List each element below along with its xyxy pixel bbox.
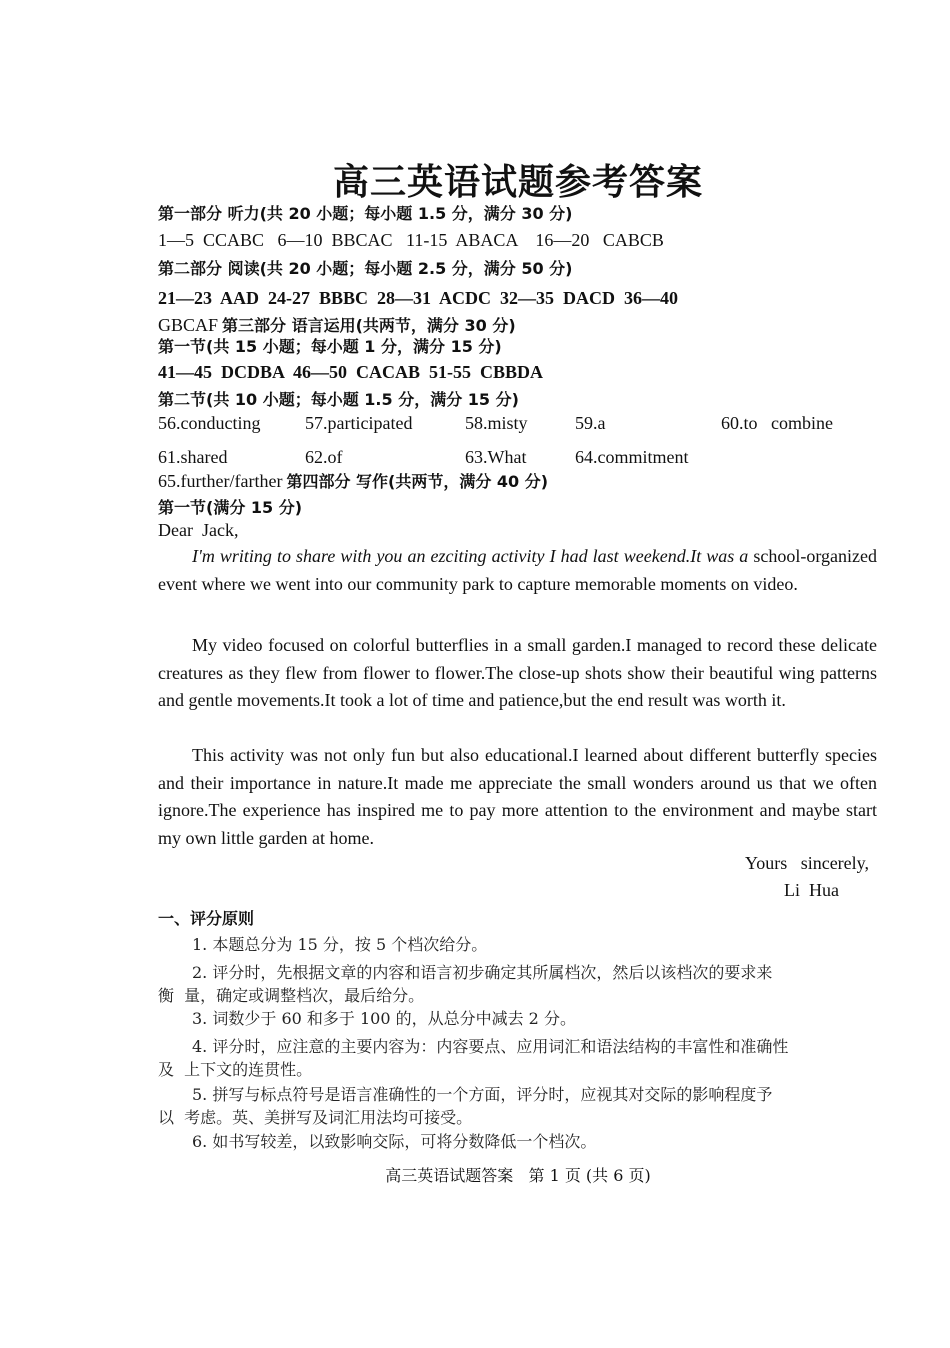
fill-answer-56: 56.conducting [158,413,261,433]
part1-answers: 1—5 CCABC 6—10 BBCAC 11-15 ABACA 16—20 CABCB [158,230,664,250]
part2-answers-line1: 21—23 AAD 24-27 BBBC 28—31 ACDC 32—35 DACD 36—40 [158,288,679,308]
fill-answer-64: 64.commitment [575,447,689,467]
letter-paragraph-3 [158,742,877,852]
letter-paragraph-2-text: My video focused on colorful butterflies in a small garden.I managed to record these delicate creatures as they flew from flower to flower.The close-up shots show their beautiful wing patterns and gentle movements.It took a lot of time and patience,but the end result was worth it. [158,635,877,710]
part4-heading: 第四部分 写作(共两节，满分 40 分) [286,472,549,491]
document-title: 高三英语试题参考答案 [332,161,703,203]
fill-row3 [158,469,548,492]
letter-paragraph-2 [158,632,877,715]
part1-heading: 第一部分 听力(共 20 小题；每小题 1.5 分，满分 30 分) [158,204,573,223]
part4-section1-heading: 第一节(满分 15 分) [158,498,303,517]
fill-answer-65: 65.further/farther [158,471,283,491]
letter-closing: Yours sincerely, [745,853,869,873]
scoring-rule-5: 5. 拼写与标点符号是语言准确性的一个方面，评分时，应视其对交际的影响程度予 [192,1085,773,1104]
page-footer: 高三英语试题答案 第 1 页 (共 6 页) [385,1166,651,1185]
part3-section2-heading: 第二节(共 10 小题；每小题 1.5 分，满分 15 分) [158,390,519,409]
fill-answer-61: 61.shared [158,447,228,467]
scoring-rule-2: 2. 评分时，先根据文章的内容和语言初步确定其所属档次，然后以该档次的要求来 [192,963,773,982]
letter-paragraph-1-text: school-organized event where we went into our community park to capture memorable moments on video. [158,546,877,594]
scoring-rule-3: 3. 词数少于 60 和多于 100 的，从总分中减去 2 分。 [192,1009,576,1028]
scoring-heading: 一、评分原则 [158,909,255,928]
part2-answers-line2-row [158,313,516,336]
part2-answers-line2: GBCAF [158,315,219,335]
letter-signature: Li Hua [784,880,839,900]
fill-answer-58: 58.misty [465,413,528,433]
letter-paragraph-1 [158,543,877,598]
scoring-rule-4: 4. 评分时，应注意的主要内容为：内容要点、应用词汇和语法结构的丰富性和准确性 [192,1037,789,1056]
scoring-rule-6: 6. 如书写较差，以致影响交际，可将分数降低一个档次。 [192,1132,597,1151]
fill-answer-60: 60.to combine [721,413,833,433]
part2-heading: 第二部分 阅读(共 20 小题；每小题 2.5 分，满分 50 分) [158,259,573,278]
part3-section1-answers: 41—45 DCDBA 46—50 CACAB 51-55 CBBDA [158,362,544,382]
scoring-rule-2-cont: 衡 量，确定或调整档次，最后给分。 [158,986,425,1005]
fill-answer-57: 57.participated [305,413,413,433]
fill-answer-62: 62.of [305,447,343,467]
letter-paragraph-1-italic: I'm writing to share with you an ezciting activity I had last weekend.It was a [192,546,749,566]
letter-salutation: Dear Jack, [158,520,239,540]
fill-answer-63: 63.What [465,447,527,467]
part3-section1-heading: 第一节(共 15 小题；每小题 1 分，满分 15 分) [158,337,502,356]
scoring-rule-4-cont: 及 上下文的连贯性。 [158,1060,313,1079]
fill-answer-59: 59.a [575,413,606,433]
scoring-rule-5-cont: 以 考虑。英、美拼写及词汇用法均可接受。 [158,1108,473,1127]
letter-paragraph-3-text: This activity was not only fun but also educational.I learned about different butterfly species and their importance in nature.It made me appreciate the small wonders around us that we often ignore.The experience has inspired me to pay more attention to the environment and maybe start my own little garden at home. [158,745,877,848]
scoring-rule-1: 1. 本题总分为 15 分，按 5 个档次给分。 [192,935,488,954]
part3-heading: 第三部分 语言运用(共两节，满分 30 分) [222,316,516,335]
